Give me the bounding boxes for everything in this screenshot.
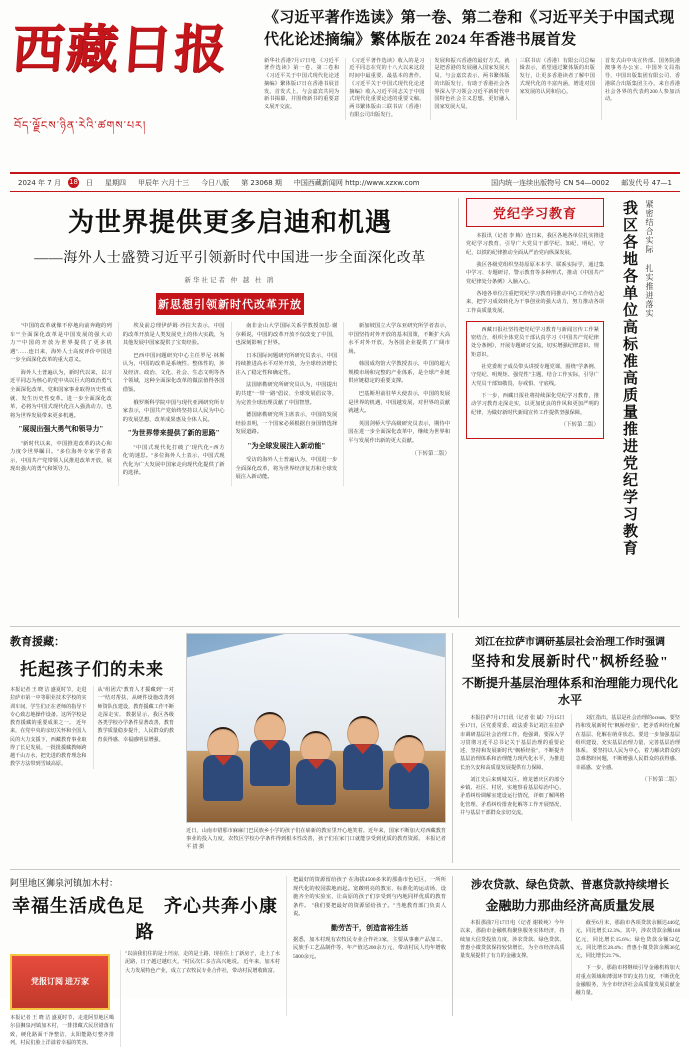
paragraph: 韩国成均馆大学教授表示，中国的超大规模市场和完整的产业体系，是全球产业链供应链稳定的重要支撑。 [348,361,450,385]
paragraph: "中国的改革就像不停地向前奔跑的列车""全面深化改革是中国发展的强大动力""中国的开放为世界提供了更多机遇"……连日来，海外人士高度评价中国进一步全面深化改革的重大意义。 [10,323,112,364]
photo-child [388,737,430,807]
photo-child [249,714,291,784]
leader-news-kicker: 刘江在拉萨市调研基层社会治理工作时强调 [475,637,665,648]
subscription-ad[interactable]: 党报订阅 进万家 [10,954,110,1010]
website-link[interactable]: 中国西藏新闻网 http://www.xzxw.com [293,178,420,187]
paragraph: 各地各单位注重把党纪学习教育同推动中心工作结合起来，把学习成效转化为干事创业的强大动力，努力推动各项工作高质量发展。 [466,290,604,314]
education-aid-title: 托起孩子们的未来 [20,660,164,679]
vertical-subheadline: 紧密结合实际 扎实推进落实 [645,200,654,318]
issue-day: 18 [68,178,78,186]
paragraph: 海外人士普遍认为，新时代以来，以习近平同志为核心的党中央以巨大的政治勇气全面深化改革，党和国家事业取得历史性成就、发生历史性变革。进一步全面深化改革，必将为中国式现代化注入强劲动力，也将为世界发展带来更多机遇。 [10,369,112,419]
continuation-note: （下转第二版） [560,421,599,428]
photo-child [295,733,337,803]
finance-news-article [452,876,680,1016]
main-story [10,198,458,618]
paragraph: 俄罗斯科学院中国与现代亚洲研究所专家表示，中国共产党始终坚持以人民为中心的发展思想，改革成果惠及全体人民。 [122,399,225,423]
paragraph: 巴基斯坦前驻华大使表示，中国的发展是世界的机遇，中国越发展，对世界的贡献就越大。 [348,391,450,415]
article-column [10,322,112,486]
lead-body [264,58,680,120]
party-study-body [466,232,604,315]
leader-news-headline: 坚持和发展新时代"枫桥经验" [471,655,669,670]
leader-news-article [452,633,680,863]
main-subheadline: ——海外人士盛赞习近平引领新时代中国进一步全面深化改革 [34,251,426,266]
section-subhead: 勤劳苦干，创造富裕生活 [331,923,408,932]
paragraph: 截至6月末，那曲市各项贷款余额达446亿元，同比增长12.3%。其中，涉农贷款余额168亿元，同比增长15.6%；绿色贷款余额52亿元，同比增长28.4%；普惠小微贷款余额36亿元，同比增长21.7%。 [575,920,680,959]
village-news-kicker: 阿里地区狮泉河镇加木村： [10,878,119,888]
main-body-columns [10,322,450,486]
village-news-continued [286,876,452,1016]
middle-section [10,626,680,863]
article-column [460,919,565,1001]
paragraph: 刘江先后来到城关区、堆龙德庆区的部分乡镇、社区、村居，实地察看基层综治中心、矛盾纠纷调解室建设运行情况，详细了解网格化管理、矛盾纠纷排查化解等工作开展情况，并与基层干部群众亲切交流。 [460,776,565,816]
article-column [571,714,681,821]
issue-pages: 今日八版 [201,178,230,187]
lead-paragraph: 新华社香港7月17日电 《习近平著作选读》第一卷、第二卷和《习近平关于中国式现代化论述摘编》繁体版17日在香港书展首发。首发式上，与会嘉宾共同为新书揭幕，并围绕新书的重要意义展开交流。 [264,57,340,111]
article-column: 把最好的资源留给孩子 在海拔4500多米的那曲市色尼区，一所所现代化的校园拔地而起。宽敞明亮的教室、标准化的运动场、设施齐全的实验室，让高原的孩子们享受到与内地同样优质的教育条件。 "我们要把最好的资源留给孩子。"当地教育部门负责人说。 [293,877,446,918]
main-headline: 为世界提供更多启迪和机遇 [67,208,392,237]
education-aid-body [10,686,174,769]
highlighted-box [466,321,604,439]
paragraph: "新时代以来，中国推进改革的决心和力度令世界瞩目。"多位海外专家学者表示，中国共产党带领人民推进改革开放，展现出强大的勇气和领导力。 [10,440,112,473]
paper-title-tibetan: བོད་ལྗོངས་ཉིན་རེའི་ཚགས་པར། [14,119,147,133]
paragraph: 本报讯（记者 李 梅）连日来，我区各地各单位扎实推进党纪学习教育，引导广大党员干部学纪、知纪、明纪、守纪，以铁的纪律推动全面从严治党向纵深发展。 [466,233,604,256]
photo-caption: 近日，山南市错那市麻麻门巴民族乡小学的孩子们在崭新的教室里开心地笑着。近年来，国家不断加大对西藏教育事业的投入力度，农牧区学校办学条件得到根本性改善，孩子们在家门口就能享受到优质的教育资源。 本报记者 平 措 摄 [186,828,446,851]
article-column [118,322,225,486]
continuation-note: （下转第二版） [641,776,680,783]
red-banner-label: 新思想引领新时代改革开放 [156,293,304,315]
masthead-lead-story [256,8,680,170]
article-column: 从"组团式"教育人才援藏到"一对一"结对帮扶，从硬件设施改善到师资队伍建设，教育援藏工作不断走深走实。 数据显示，我区各级各类学校办学条件显著改善，教育教学质量稳步提升，人民群众的教育获得感、幸福感明显增强。 [93,686,175,769]
article-column [343,322,450,486]
finance-news-headline: 金融助力那曲经济高质量发展 [485,898,655,913]
article-column: 据悉，加木村现有农牧民专业合作社3家，主要从事畜产品加工、民族手工艺品制作等，年产值达200余万元，带动村民人均年增收5000余元。 [293,936,446,961]
paragraph: 刘江指出，基层是社会治理的основ。要坚持和发展新时代"枫桥经验"，把矛盾纠纷化解在基层、化解在萌芽状态。要进一步加强基层组织建设，充实基层治理力量，完善基层治理体系。 要坚持以人民为中心，着力解决群众的急难愁盼问题，不断增强人民群众的获得感、幸福感、安全感。 [575,715,680,771]
village-news-article [10,876,286,1046]
article-column [460,714,565,821]
bottom-section [10,869,680,1046]
info-bar [10,172,680,192]
section-subhead: "为世界带来提供了新的思路" [127,429,220,438]
paragraph: 西藏日报社坚持把党纪学习教育与新闻宣传工作紧密结合，组织全体党员干部认真学习《中国共产党纪律处分条例》，开展专题研讨交流，切实增强纪律意识、规矩意识。 [471,326,599,358]
paragraph: 英国剑桥大学高级研究员表示，期待中国在进一步全面深化改革中，继续为世界和平与发展作出新的更大贡献。 [348,420,450,444]
finance-news-kicker: 涉农贷款、绿色贷款、普惠贷款持续增长 [471,879,669,891]
vertical-headline: 我区各地各单位高标准高质量推进党纪学习教育 [621,200,637,557]
section-subhead: "为全球发展注入新动能" [247,441,326,450]
leader-news-body [460,714,680,821]
paragraph: 新加坡国立大学东亚研究所学者表示，中国坚持对外开放的基本国策，不断扩大高水平对外开放，为各国企业提供了广阔市场。 [348,323,450,355]
continuation-note: （下转第二版） [411,450,450,457]
photo-children-classroom [186,633,446,823]
education-aid-article [10,633,180,863]
paragraph: 南非金山大学国际关系学教授加思·谢尔顿说，中国的改革开放不仅改变了中国，也深刻影响了世界。 [235,323,338,347]
paragraph: 我区各级党组织坚持原原本本学、联系实际学，通过集中学习、专题研讨、警示教育等多种形式，推动《中国共产党纪律处分条例》入脑入心。 [466,261,604,285]
paragraph: 本报那曲7月17日电（记者 谢筱纯）今年以来，那曲市金融机构聚焦服务实体经济，持续加大信贷投放力度，涉农贷款、绿色贷款、普惠小微贷款保持较快增长，为全市经济高质量发展提供了有力的金融支撑。 [460,920,565,959]
paragraph: 巴西中国问题研究中心主任罗尼·林斯认为，中国的改革是系统性、整体性的，涉及经济、政治、文化、社会、生态文明等各个领域，这种全面深化改革的做法值得各国借鉴。 [122,352,225,394]
postal-code: 邮发代号 47—1 [621,178,672,187]
issue-lunar: 甲辰年 六月十三 [137,178,190,187]
issue-date: 2024 年 7 月 [18,178,61,187]
lead-paragraph: 三联书店（香港）有限公司总编辑表示，希望通过繁体版的出版发行，让更多香港读者了解中国式现代化的丰富内涵，增进对国家发展的认同和信心。 [516,58,595,120]
paragraph: 法国席勒研究所研究员认为，中国提出的共建"一带一路"倡议、全球发展倡议等，为完善全球治理贡献了中国智慧。 [235,382,338,406]
article-column: 本报记者 王 晓 洁 盛夏时节，走进阿里地区噶尔县狮泉河镇加木村，一排排藏式民居错落有致，硬化路面干净整洁，太阳能路灯整齐排列，村民们脸上洋溢着幸福的笑容。 [10,1015,114,1046]
education-aid-label: 教育援藏： [10,636,65,648]
section-subhead: "展现出强大勇气和领导力" [18,425,104,434]
lead-paragraph: 首发式由中央宣传部、国务院港澳事务办公室、中国外文局指导，中国出版集团有限公司、香港联合出版集团主办。来自香港社会各界的代表约200人参加活动。 [601,58,680,120]
leader-news-subheadline: 不断提升基层治理体系和治理能力现代化水平 [461,676,678,707]
lead-paragraph: 发展和振兴香港的最好方式，就是把香港的发展融入国家发展大局。与会嘉宾表示，两书繁体版的出版发行，有助于香港社会各界深入学习领会习近平新时代中国特色社会主义思想，更好融入国家发展大局。 [430,58,509,120]
paper-title: 西藏日报 [10,22,231,79]
paragraph: 受访的海外人士普遍认为，中国进一步全面深化改革，将为世界经济复苏和全球发展注入新动能。 [235,457,338,481]
paragraph: 本报拉萨7月17日讯（记者 张 斌）7月15日至17日，区党委常委、政法委书记刘江在拉萨市调研基层社会治理工作。他强调，要深入学习贯彻习近平总书记关于基层治理的重要论述，坚持和发展新时代"枫桥经验"，不断提升基层治理体系和治理能力现代化水平，为推进长治久安和高质量发展提供有力保障。 [460,715,565,771]
issue-weekday: 星期四 [104,178,126,187]
paragraph: 德国席勒研究所主席表示，中国的发展经验表明，一个国家必须根据自身国情选择发展道路。 [235,412,338,436]
paragraph: 社党委班子成员带头讲授专题党课，围绕"学条例、守党纪、明规矩、强党性"主题，结合工作实际，引导广大党员干部知敬畏、存戒惧、守底线。 [471,364,599,387]
party-study-article [466,198,604,618]
paragraph: "中国式现代化打破了'现代化=西方化'的迷思。"多位海外人士表示，中国式现代化为广大发展中国家走向现代化提供了新的选择。 [122,444,225,477]
lead-paragraph: 《习近平著作选读》收入的是习近平同志在党的十八大以来这段时间中最重要、最基本的著作。《习近平关于中国式现代化论述摘编》收入习近平同志关于中国式现代化重要论述的重要文稿。两书繁体版由三联书店（香港）有限公司出版发行。 [345,58,424,120]
paragraph: 埃及前总理伊萨姆·沙拉夫表示，中国的改革开放是人类发展史上的伟大实践，为其他发展中国家提供了宝贵经验。 [122,323,225,347]
issue-number: 第 23068 期 [241,178,282,187]
paragraph: 下一步，西藏日报社将持续深化党纪学习教育，推动学习教育走深走实，以更加优良的作风和更加严明的纪律，为做好新时代新闻宣传工作提供坚强保障。 [471,393,599,416]
finance-news-body [460,919,680,1001]
article-column [571,919,681,1001]
article-column [231,322,338,486]
party-study-section [458,198,680,618]
masthead [0,0,690,172]
photo-child [202,729,244,799]
party-study-banner: 党纪学习教育 [466,198,604,227]
article-column: 本报记者 王 晓 洁 盛夏时节，走进拉萨市第一中等职业技术学校的实训车间，学生们正在老师的指导下专心致志地操作设备。这所学校是教育援藏的重要成果之一。 近年来，在党中央的亲切关怀和全国人民的大力支援下，西藏教育事业取得了长足发展。一批批援藏教师跨越千山万水，把先进的教育理念和教学方法带到雪域高原。 [10,687,87,768]
masthead-logo-area [10,8,256,170]
photo-child [342,718,384,788]
main-section [10,198,680,618]
article-column: "以前我们住的是土坯房，走的是土路，现在住上了新房子，走上了水泥路，日子越过越红火。"村民次仁多吉高兴地说。 近年来，加木村大力发展特色产业，成立了农牧民专业合作社，带动村民增收致富。 [120,950,280,1047]
issue-day-suffix: 日 [85,178,93,187]
license-number: 国内统一连续出版物号 CN 54—0002 [491,178,610,187]
paragraph: 日本国际问题研究所研究员表示，中国持续推进高水平对外开放，为全球经济增长注入了稳定性和确定性。 [235,352,338,376]
photo-block [180,633,452,863]
paragraph: 下一步，那曲市将继续引导金融机构加大对重点领域和薄弱环节的支持力度，不断优化金融服务，为全市经济社会高质量发展贡献金融力量。 [575,965,680,996]
lead-headline: 《习近平著作选读》第一卷、第二卷和《习近平关于中国式现代化论述摘编》繁体版在 2024 年香港书展首发 [264,10,675,48]
main-byline: 新华社记者 仲 越 杜 鹃 [184,277,276,284]
village-news-headline: 幸福生活成色足 齐心共奔小康路 [12,896,278,942]
